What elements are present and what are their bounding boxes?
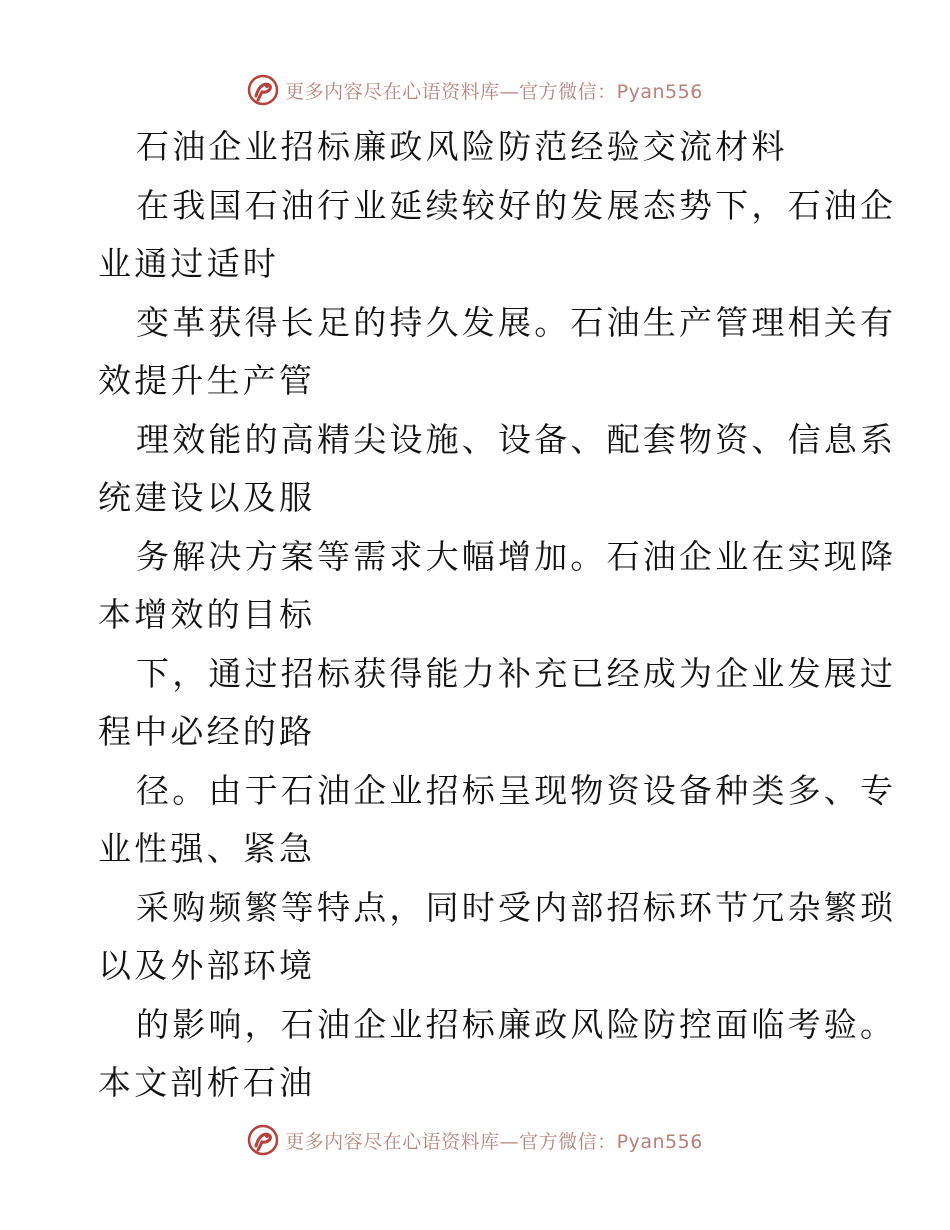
text-line: 采购频繁等特点，同时受内部招标环节冗杂繁琐 [136, 887, 897, 927]
header-watermark [0, 72, 950, 108]
text-line: 业通过适时 [98, 244, 279, 283]
watermark-text: 更多内容尽在心语资料库—官方微信：Pyan556 [285, 80, 703, 103]
text-line: 本文剖析石油 [98, 1063, 316, 1102]
ribbon-logo-icon [247, 1124, 279, 1156]
text-line: 效提升生产管 [98, 361, 316, 400]
text-line: 统建设以及服 [98, 478, 316, 517]
text-line: 以及外部环境 [98, 946, 316, 985]
text-line: 业性强、紧急 [98, 829, 316, 868]
text-line: 本增效的目标 [98, 595, 316, 634]
watermark-text: 更多内容尽在心语资料库—官方微信：Pyan556 [285, 1130, 703, 1153]
text-line: 下，通过招标获得能力补充已经成为企业发展过 [136, 653, 897, 693]
footer-watermark [0, 1122, 950, 1158]
text-line: 的影响，石油企业招标廉政风险防控面临考验。 [136, 1004, 897, 1044]
text-line: 务解决方案等需求大幅增加。石油企业在实现降 [136, 536, 897, 576]
document-title: 石油企业招标廉政风险防范经验交流材料 [136, 127, 788, 166]
text-line: 变革获得长足的持久发展。石油生产管理相关有 [136, 302, 897, 342]
text-line: 径。由于石油企业招标呈现物资设备种类多、专 [136, 770, 897, 810]
text-line: 在我国石油行业延续较好的发展态势下，石油企 [136, 185, 897, 225]
ribbon-logo-icon [247, 74, 279, 106]
text-line: 程中必经的路 [98, 712, 316, 751]
document-body [98, 118, 897, 1113]
text-line: 理效能的高精尖设施、设备、配套物资、信息系 [136, 419, 897, 459]
